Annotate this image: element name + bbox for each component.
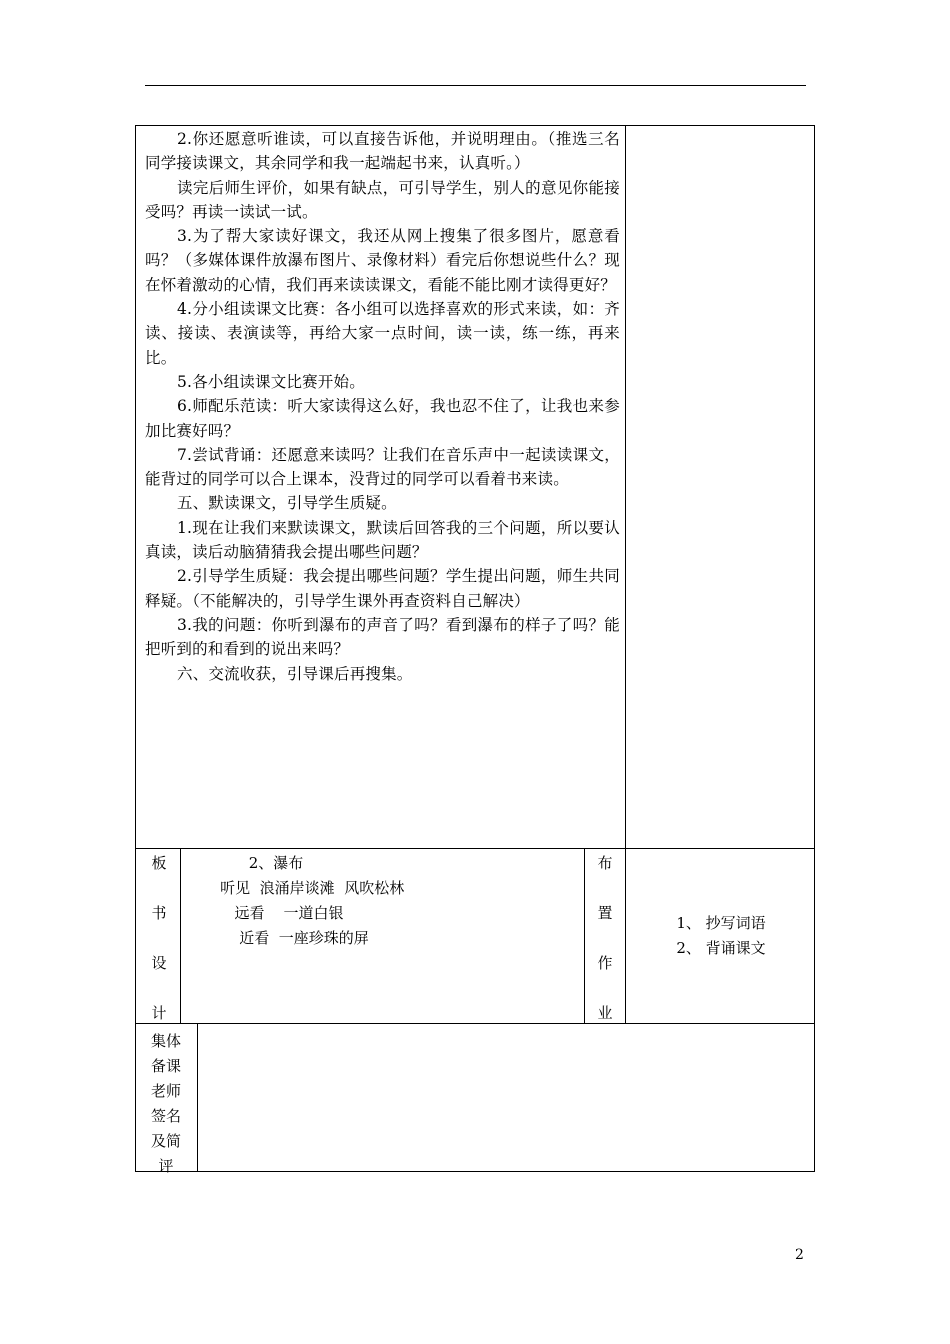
board-line: 2、瀑布 xyxy=(182,854,304,872)
paragraph: 六、交流收获，引导课后再搜集。 xyxy=(177,664,413,683)
notes-column-divider xyxy=(625,126,626,848)
homework-item: 2、 背诵课文 xyxy=(676,939,766,957)
board-design-content xyxy=(182,851,584,951)
lesson-steps-text xyxy=(145,127,620,686)
paragraph: 读完后师生评价，如果有缺点，可引导学生，别人的意见你能接受吗？再读一读试一试。 xyxy=(145,178,620,221)
paragraph: 2.你还愿意听谁读，可以直接告诉他，并说明理由。（推选三名同学接读课文，其余同学和我一起端起书来，认真听。） xyxy=(145,130,620,173)
paragraph: 2.引导学生质疑：我会提出哪些问题？学生提出问题，师生共同释疑。（不能解决的，引导学生课外再查资料自己解决） xyxy=(145,567,620,610)
paragraph: 3.为了帮大家读好课文，我还从网上搜集了很多图片，愿意看吗？（多媒体课件放瀑布图片、录像材料）看完后你想说些什么？现在怀着激动的心情，我们再来读读课文，看能不能比刚才读得更好？ xyxy=(145,227,620,294)
board-row-top-border xyxy=(136,848,814,849)
homework-label-divider-left xyxy=(584,848,585,1023)
board-line: 听见 浪涌岸谈滩 风吹松林 xyxy=(182,879,405,897)
page-number: 2 xyxy=(795,1247,804,1263)
lesson-plan-table xyxy=(135,125,815,1175)
board-line: 近看 一座珍珠的屏 xyxy=(182,929,369,947)
group-signature-label: 集体 备课 老师 签名 及简 评 xyxy=(150,1032,181,1175)
paragraph: 3.我的问题：你听到瀑布的声音了吗？看到瀑布的样子了吗？能把听到的和看到的说出来吗？ xyxy=(145,615,620,659)
sign-row-top-border xyxy=(136,1023,814,1024)
header-rule xyxy=(145,85,806,86)
homework-item: 1、 抄写词语 xyxy=(676,914,766,932)
board-line: 远看 一道白银 xyxy=(182,904,344,922)
sign-label-divider xyxy=(197,1023,198,1171)
paragraph: 7.尝试背诵：还愿意来读吗？让我们在音乐声中一起读读课文，能背过的同学可以合上课本，没背过的同学可以看着书来读。 xyxy=(145,445,620,489)
homework-list xyxy=(626,911,816,961)
paragraph: 五、默读课文，引导学生质疑。 xyxy=(177,494,397,513)
paragraph: 5.各小组读课文比赛开始。 xyxy=(177,372,365,391)
homework-label: 布 置 作 业 xyxy=(597,854,613,1022)
paragraph: 1.现在让我们来默读课文，默读后回答我的三个问题，所以要认真读，读后动脑猜猜我会提出哪些问题？ xyxy=(145,518,620,562)
board-label-divider xyxy=(180,848,181,1023)
paragraph: 6.师配乐范读：听大家读得这么好，我也忍不住了，让我也来参加比赛好吗？ xyxy=(145,397,620,440)
paragraph: 4.分小组读课文比赛：各小组可以选择喜欢的形式来读，如：齐读、接读、表演读等，再给大家一点时间，读一读，练一练，再来比。 xyxy=(145,300,620,367)
board-design-label: 板 书 设 计 xyxy=(151,854,167,1022)
